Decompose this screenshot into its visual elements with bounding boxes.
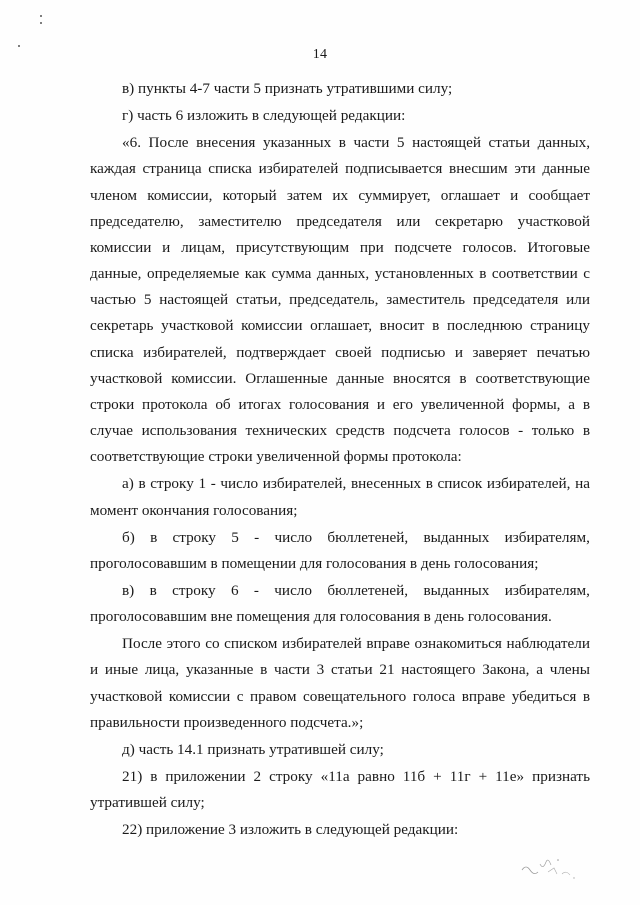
paragraph-item-v: в) пункты 4-7 части 5 признать утратившими силу;: [122, 80, 453, 97]
scan-speck: [40, 22, 42, 24]
word: -: [253, 581, 259, 599]
word: выданных: [423, 528, 490, 546]
scan-speck: [40, 15, 42, 17]
paragraph-sub-v-first-line: [90, 578, 590, 604]
word: избирателям,: [504, 528, 590, 546]
paragraph-sub-b-rest: проголосовавшим в помещении для голосования в день голосования;: [90, 554, 539, 572]
word: 6: [230, 581, 239, 599]
word: число: [274, 528, 313, 546]
paragraph-after: После этого со списком избирателей вправе ознакомиться наблюдатели и иные лица, указанные в части 3 статьи 21 настоящего Закона, а члены участковой комиссии с правом совещательного голоса вправе убедиться в правильности произведенного подсчета.»;: [90, 635, 590, 731]
paragraph-sub-b-first-line: [90, 525, 590, 551]
paragraph-item-d: д) часть 14.1 признать утратившей силу;: [122, 740, 384, 758]
word: в): [122, 581, 135, 599]
paragraph-sub-a: а) в строку 1 - число избирателей, внесенных в список избирателей, на момент окончания голосования;: [90, 475, 590, 519]
paragraph-item-g: г) часть 6 изложить в следующей редакции:: [122, 107, 406, 125]
page-number: 14: [312, 47, 328, 62]
word: строку: [172, 581, 216, 599]
word: бюллетеней,: [327, 581, 409, 599]
word: -: [254, 528, 260, 546]
word: строку: [172, 528, 217, 546]
word: число: [274, 581, 312, 599]
word: б): [122, 528, 135, 546]
word: избирателям,: [504, 581, 590, 599]
paragraph-quote-main: «6. После внесения указанных в части 5 настоящей статьи данных, каждая страница списка избирателей подписывается внесшим эти данные членом комиссии, который затем их суммирует, оглашает и сообщает председателю, заместителю председателя или секретарю участковой комиссии и лицам, присутствующим при подсчете голосов. Итоговые данные, определяемые как сумма данных, установленных в соответствии с частью 5 настоящей статьи, председатель, заместитель председателя или секретарь участковой комиссии оглашает, вносит в последнюю страницу списка избирателей, подтверждает своей подписью и заверяет печатью участковой комиссии. Оглашенные данные вносятся в соответствующие строки протокола об итогах голосования и его увеличенной формы, а в случае использования технических средств подсчета голосов - только в соответствующие строки увеличенной формы протокола:: [90, 134, 590, 466]
paragraph-item-21: 21) в приложении 2 строку «11а равно 11б + 11г + 11е» признать утратившей силу;: [90, 768, 590, 812]
faint-mark-graphic: [518, 848, 588, 886]
word: бюллетеней,: [327, 528, 409, 546]
paragraph-item-22: 22) приложение 3 изложить в следующей редакции:: [122, 821, 459, 839]
document-body: [90, 76, 590, 844]
word: в: [150, 528, 158, 546]
word: в: [149, 581, 157, 599]
word: выданных: [423, 581, 490, 599]
paragraph-sub-v-rest: проголосовавшим вне помещения для голосования в день голосования.: [90, 608, 552, 626]
word: 5: [231, 528, 239, 546]
